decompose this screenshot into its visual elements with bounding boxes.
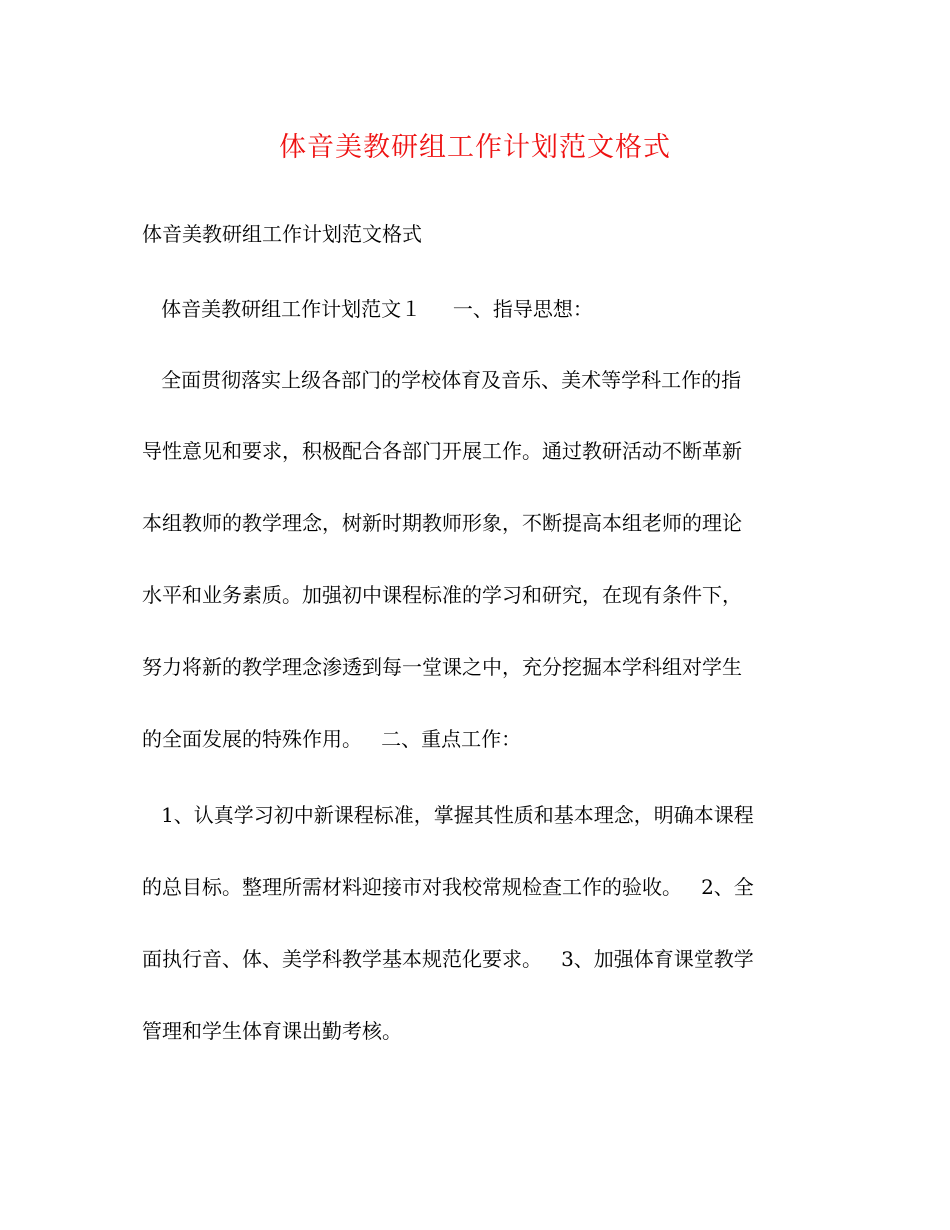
body-line: 体音美教研组工作计划范文１ 一、指导思想： — [142, 297, 593, 321]
body-line: 水平和业务素质。加强初中课程标准的学习和研究，在现有条件下， — [142, 583, 742, 607]
document-title: 体音美教研组工作计划范文格式 — [279, 132, 671, 163]
body-line: 的全面发展的特殊作用。 二、重点工作： — [142, 727, 522, 751]
body-line: 面执行音、体、美学科教学基本规范化要求。 3、加强体育课堂教学 — [142, 947, 754, 971]
body-line: 导性意见和要求，积极配合各部门开展工作。通过教研活动不断革新 — [142, 439, 742, 463]
body-line: 的总目标。整理所需材料迎接市对我校常规检查工作的验收。 2、全 — [142, 875, 754, 899]
body-line: 本组教师的教学理念，树新时期教师形象，不断提高本组老师的理论 — [142, 511, 742, 535]
body-line: 1、认真学习初中新课程标准，掌握其性质和基本理念，明确本课程 — [142, 803, 754, 827]
body-line: 管理和学生体育课出勤考核。 — [142, 1019, 402, 1043]
body-line: 全面贯彻落实上级各部门的学校体育及音乐、美术等学科工作的指 — [142, 368, 742, 392]
body-line: 努力将新的教学理念渗透到每一堂课之中，充分挖掘本学科组对学生 — [142, 655, 742, 679]
document-subtitle: 体音美教研组工作计划范文格式 — [142, 222, 422, 246]
